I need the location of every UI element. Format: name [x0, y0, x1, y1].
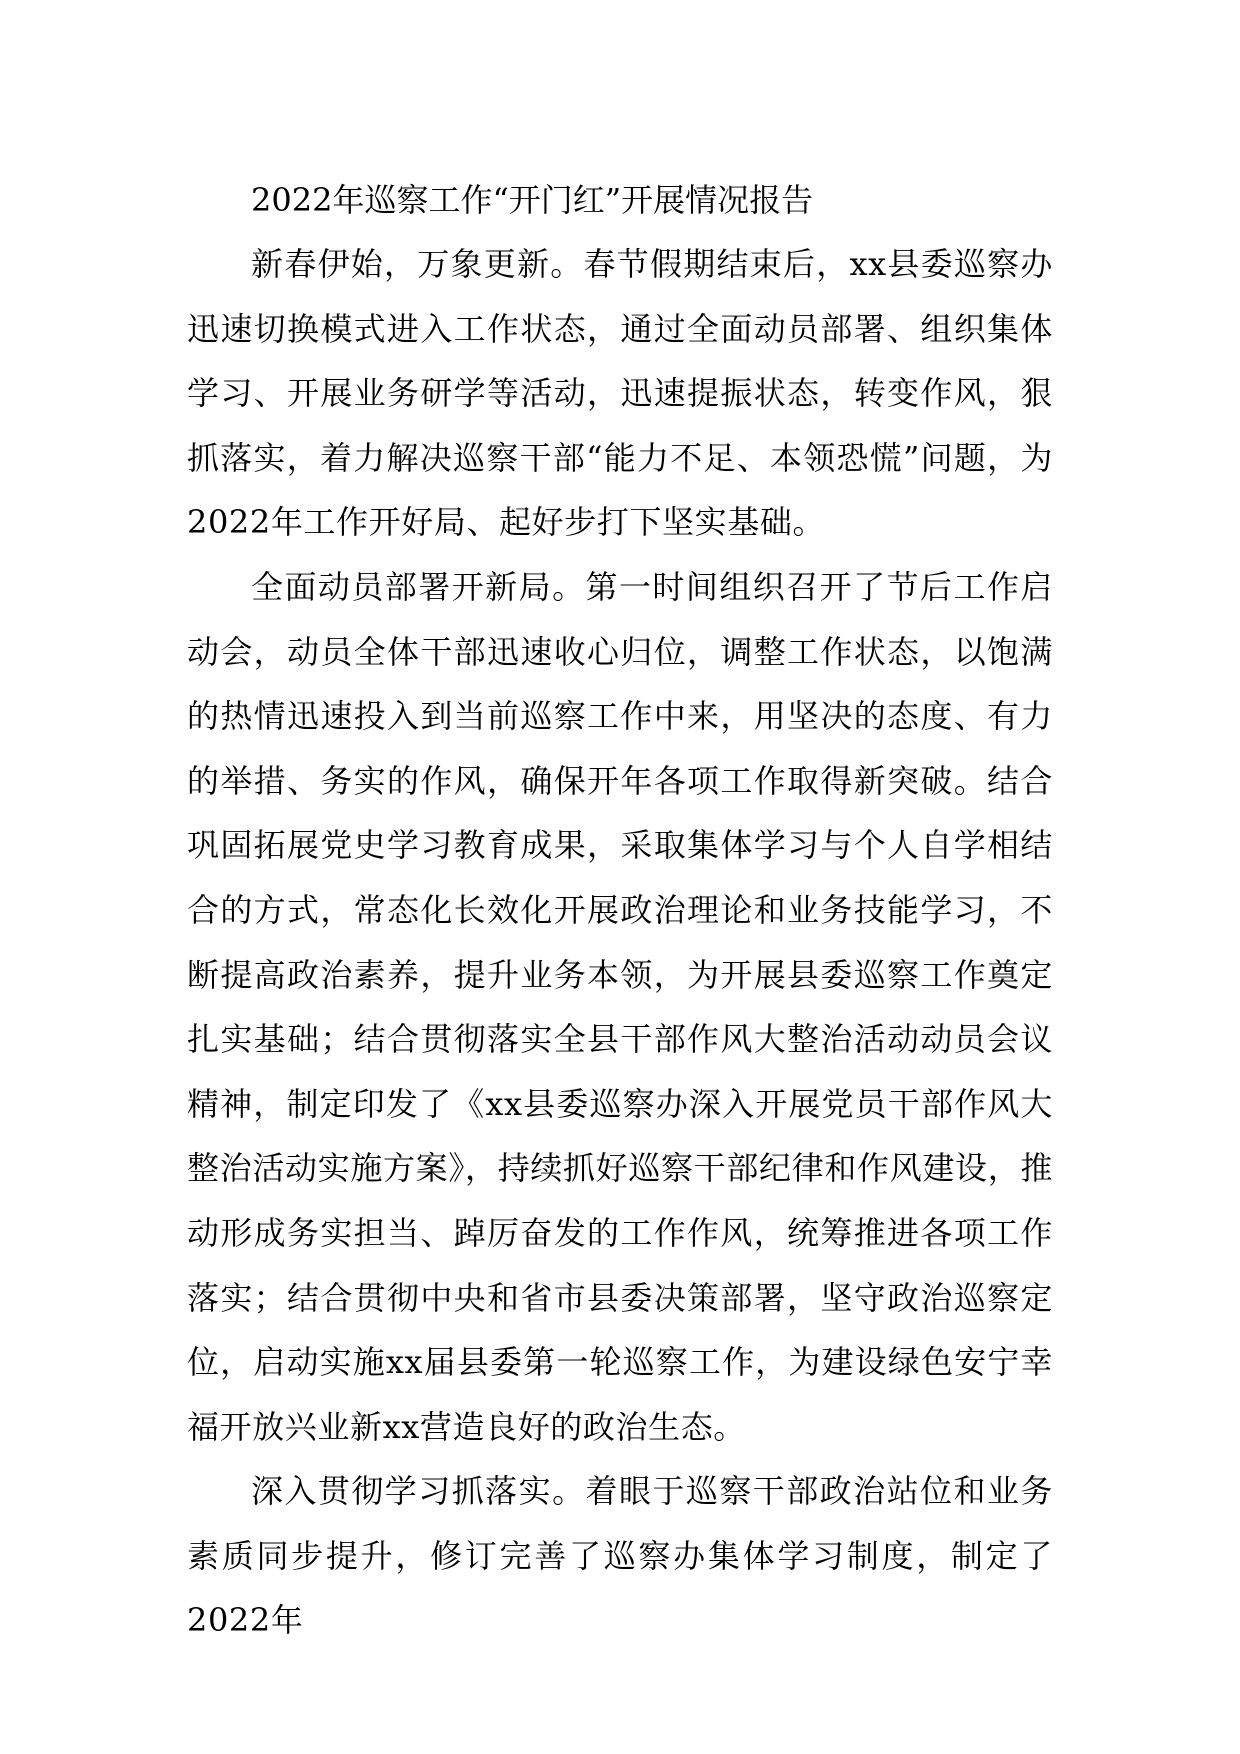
- document-title: 2022年巡察工作“开门红”开展情况报告: [251, 181, 814, 219]
- paragraph-mobilization: 全面动员部署开新局。第一时间组织召开了节后工作启动会，动员全体干部迅速收心归位，调整工作状态，以饱满的热情迅速投入到当前巡察工作中来，用坚决的态度、有力的举措、务实的作风，确保开年各项工作取得新突破。结合巩固拓展党史学习教育成果，采取集体学习与个人自学相结合的方式，常态化长效化开展政治理论和业务技能学习，不断提高政治素养，提升业务本领，为开展县委巡察工作奠定扎实基础；结合贯彻落实全县干部作风大整治活动动员会议精神，制定印发了《xx县委巡察办深入开展党员干部作风大整治活动实施方案》，持续抓好巡察干部纪律和作风建设，推动形成务实担当、踔厉奋发的工作作风，统筹推进各项工作落实；结合贯彻中央和省市县委决策部署，坚守政治巡察定位，启动实施xx届县委第一轮巡察工作，为建设绿色安宁幸福开放兴业新xx营造良好的政治生态。: [187, 567, 1053, 1446]
- paragraph-intro: 新春伊始，万象更新。春节假期结束后，xx县委巡察办迅速切换模式进入工作状态，通过全面动员部署、组织集体学习、开展业务研学等活动，迅速提振状态，转变作风，狠抓落实，着力解决巡察干部“能力不足、本领恐慌”问题，为2022年工作开好局、起好步打下坚实基础。: [187, 245, 1053, 542]
- document-body: [187, 168, 1053, 1653]
- paragraph-implementation: 深入贯彻学习抓落实。着眼于巡察干部政治站位和业务素质同步提升，修订完善了巡察办集体学习制度，制定了2022年: [187, 1472, 1053, 1640]
